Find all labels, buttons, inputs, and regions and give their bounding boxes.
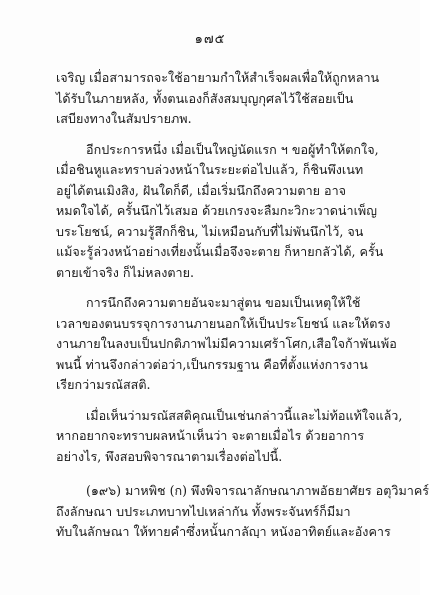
text-line: อีกประการหนึ่ง เมื่อเป็นใหญ่นัดแรก ฯ ขอผู้ทำให้ตกใจ, [86,141,379,157]
text-line: เรียกว่ามรณัสสติ. [56,377,151,392]
text-line: (๑๙๖) มาหพิช (ก) พึงพิจารณาลักษณาภาพอัธยาศัยร อตุวิมาคร์ [86,483,429,498]
text-line: อยู่ได้ตนเมิงสิง, ฝันใดก็ดี, เมื่อเริ่มนึกถึงความตาย อาจ [56,182,347,198]
text-line: งานภายในลงบเป็นปกติภาพไม่มีความเศร้าโศก,เสือใจก้าพันเพ้อ [56,336,397,351]
text-line: บระโยชน์, ความรู้สึกก็ชิน, ไม่เหมือนกับที่ไม่พันนึกไว้, จน [56,223,364,239]
text-line: อย่างไร, พึงสอบพิจารณาตามเรื่องต่อไปนี้. [56,448,283,464]
paragraph-3 [56,293,397,396]
text-line: เวลาของตนบรรจุการงานภายนอกให้เป็นประโยชน์ และให้ตรง [56,315,391,331]
text-line: การนึกถึงความตายอันจะมาสู่ตน ขอมเป็นเหตุให้ใช้ [86,295,361,310]
text-line: หากอยากจะทราบผลหน้าเห็นว่า จะตายเมื่อไร ด้วยอาการ [56,428,365,443]
paragraph-5 [56,481,429,543]
text-line: แม้จะรู้ล่วงหน้าอย่างเที่ยงนั้นเมื่อจึงจะตาย ก็หายกลัวได้, ครั้น [56,244,384,259]
paragraph-4 [56,406,403,468]
text-line: ถึงลักษณา บประเภทบาทไปเหล่ากัน ทั้งพระจันทร์ก็มีมา [56,503,351,519]
body-text [56,68,429,553]
paragraph-1 [56,68,378,130]
text-line: เสบียงทางในสัมปรายภพ. [56,111,192,126]
text-line: เจริญ เมื่อสามารถจะใช้อายามกำให้สำเร็จผลเพื่อให้ถูกหลาน [56,70,380,85]
text-line: ทับในลักษณา ให้ทายคำซึ่งหนั้นกาลัญฺา หนังอาทิตย์และอังคาร [56,524,391,539]
text-line: พนนี้ ท่านจึงกล่าวต่อว่า,เป็นกรรมฐาน คือที่ตั้งแห่งการงาน [56,356,368,372]
text-line: เมื่อเห็นว่ามรณัสสติคุณเป็นเช่นกล่าวนี้และไม่ท้อแท้ใจแล้ว, [86,407,403,423]
page-number: ๑๗๕ [194,32,226,47]
text-line: ได้รับในภายหลัง, ทั้งตนเองก็สังสมบุญกุศลไว้ใช้สอยเป็น [56,90,354,106]
text-line: หมดใจได้, ครั้นนึกไว้เสมอ ด้วยเกรงจะลืมกะวิกะวาดน่าเพ็ญ [56,203,377,218]
text-line: เมื่อชินหูและทราบล่วงหน้าในระยะต่อไปแล้ว, ก็ชินพึงเนท [56,162,364,177]
text-line: ตายเข้าจริง ก็ไม่หลงตาย. [56,264,194,280]
paragraph-2 [56,140,384,284]
